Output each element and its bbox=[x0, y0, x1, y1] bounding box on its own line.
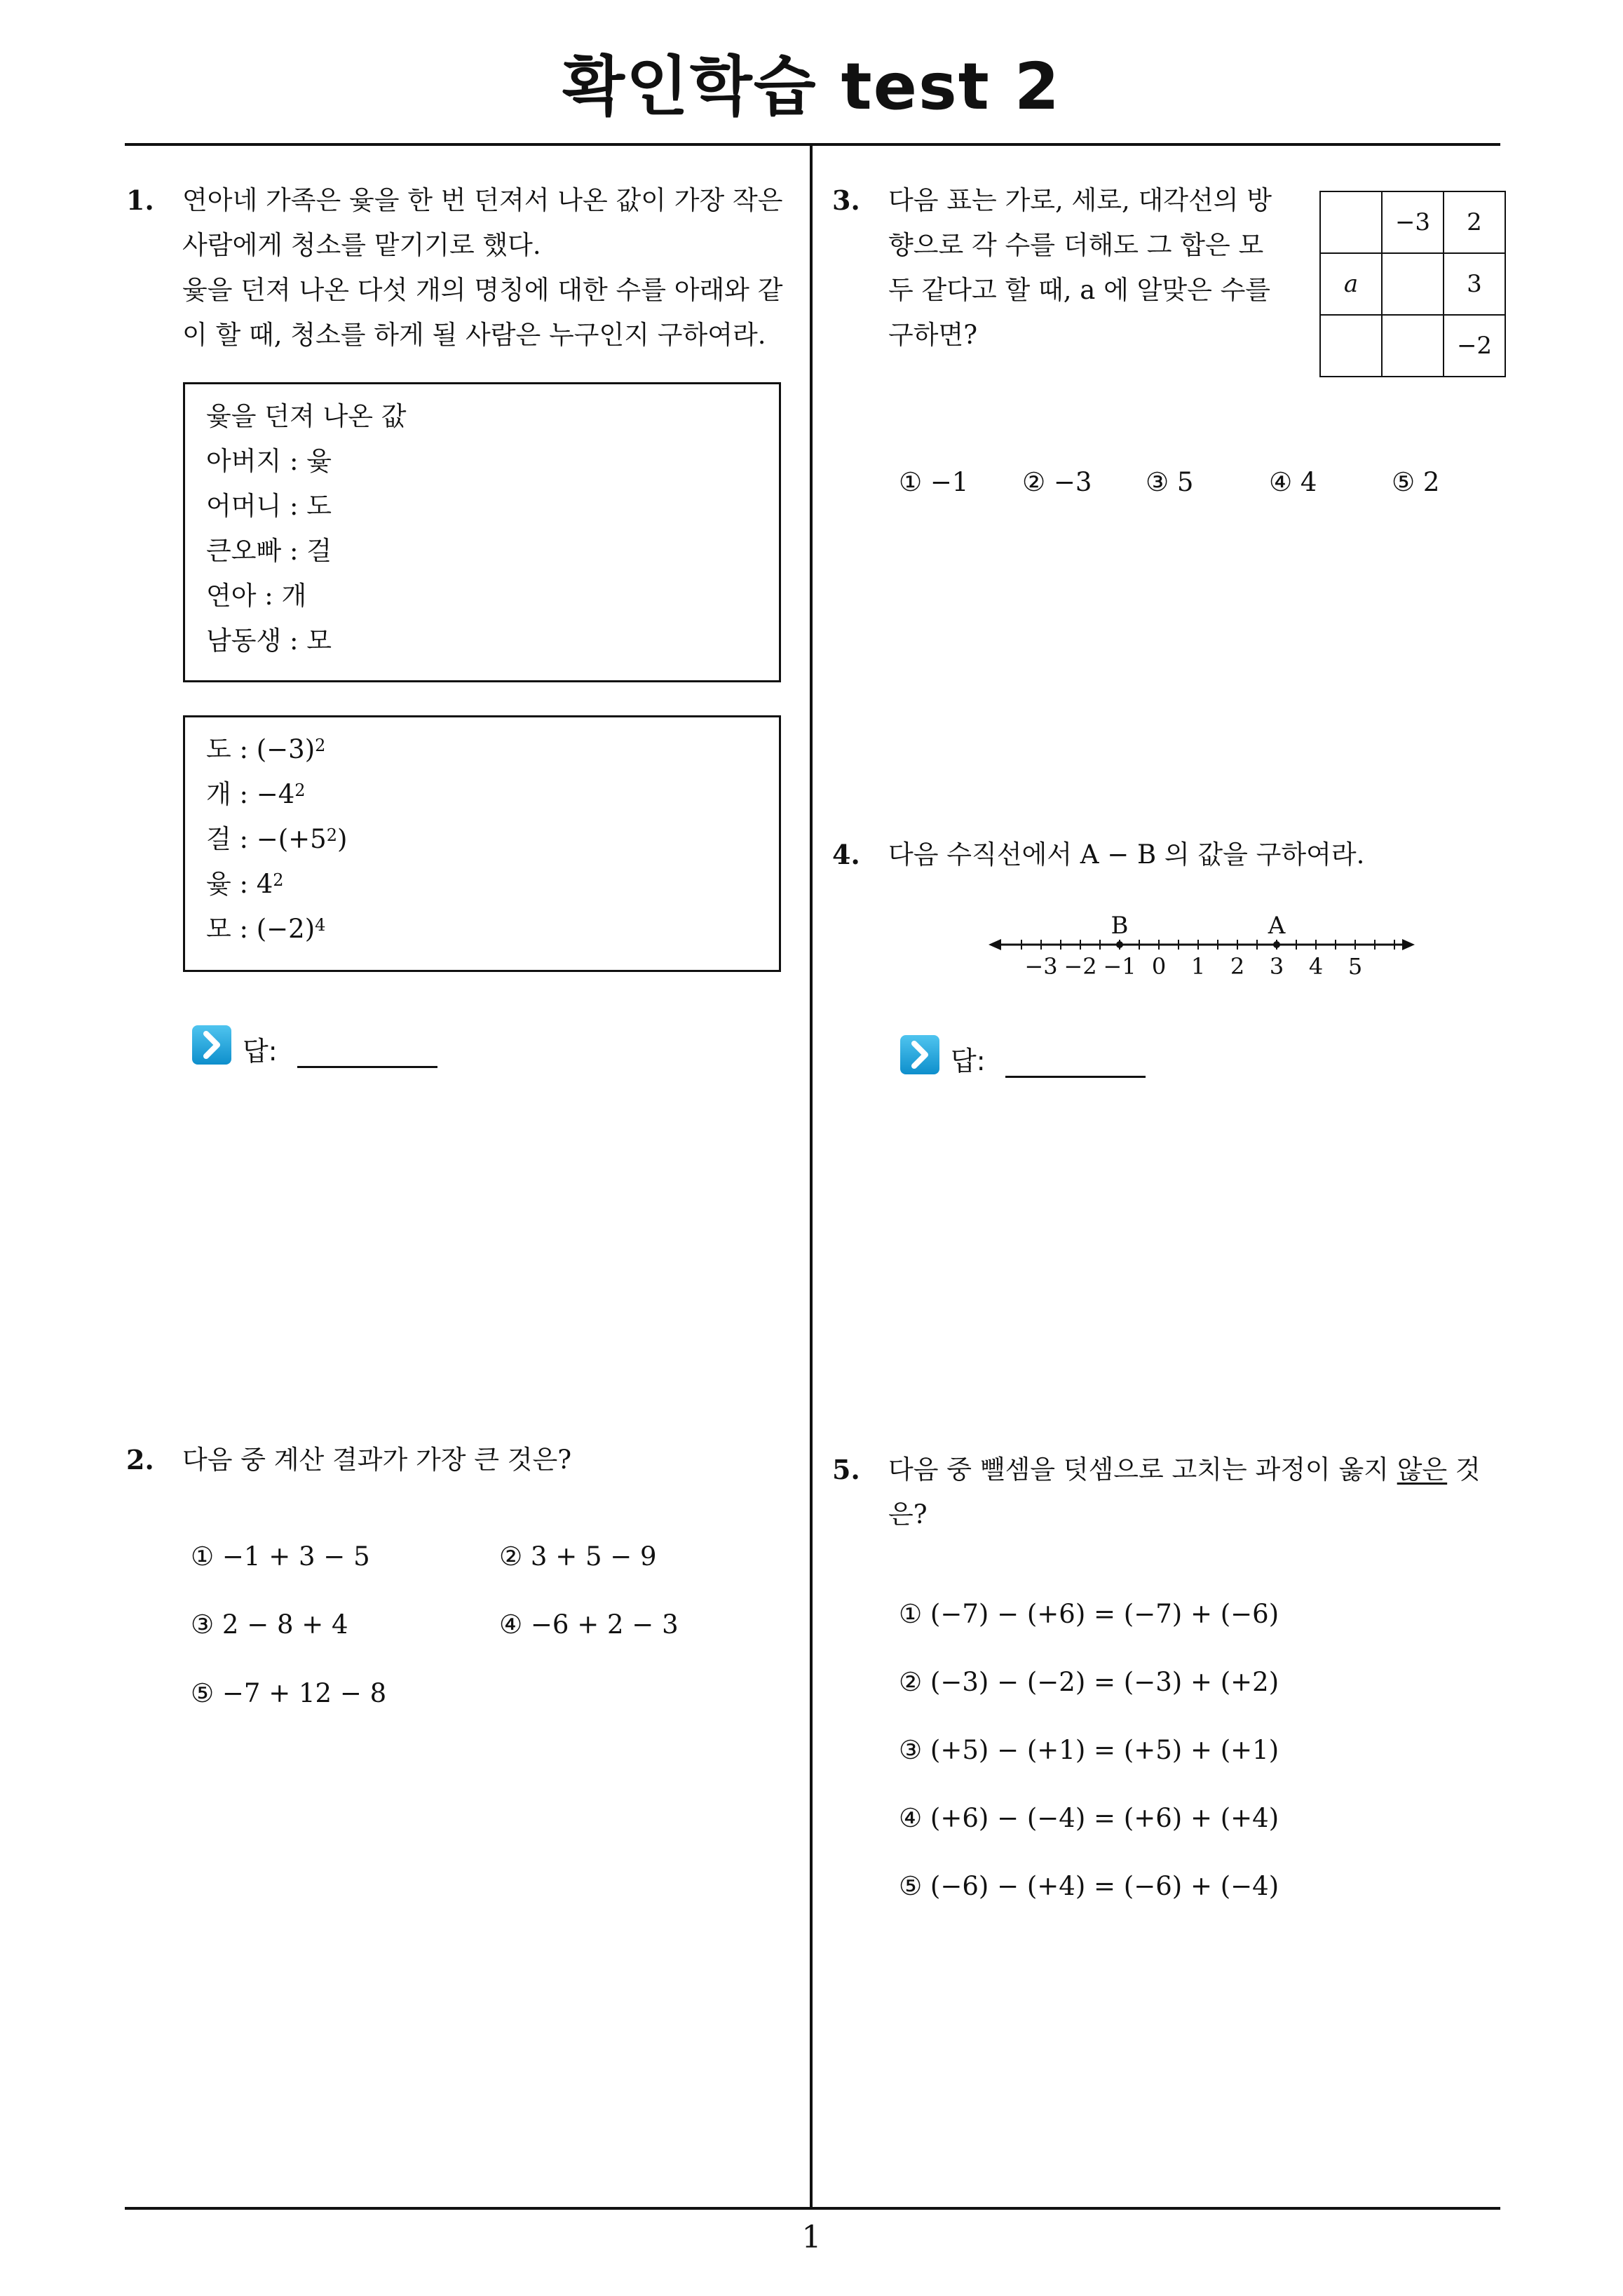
question-2 bbox=[126, 1438, 799, 1487]
choice-2[interactable]: ② 3 + 5 − 9 bbox=[499, 1541, 657, 1572]
point-marker bbox=[1273, 941, 1280, 948]
box-line: 연아 : 개 bbox=[206, 581, 307, 611]
exponent: 2 bbox=[315, 736, 326, 755]
page-title: 확인학습 test 2 bbox=[562, 49, 1061, 124]
question-text bbox=[182, 1438, 571, 1483]
question-5 bbox=[832, 1447, 1505, 1546]
question-line: 이 할 때, 청소를 하게 될 사람은 누구인지 구하여라. bbox=[182, 320, 766, 350]
choice-4[interactable]: ④ (+6) − (−4) = (+6) + (+4) bbox=[899, 1803, 1279, 1833]
magic-square-grid bbox=[1319, 191, 1506, 377]
grid-cell-variable: a bbox=[1320, 253, 1382, 315]
box-line: 남동생 : 모 bbox=[206, 626, 332, 656]
question-1 bbox=[126, 178, 799, 360]
question-line: 구하면? bbox=[888, 320, 978, 350]
exponent: 4 bbox=[315, 915, 326, 935]
box-line: 아버지 : 윷 bbox=[206, 446, 332, 476]
question-line: 다음 표는 가로, 세로, 대각선의 방 bbox=[888, 185, 1272, 215]
question-line: 연아네 가족은 윷을 한 번 던져서 나온 값이 가장 작은 bbox=[182, 185, 783, 215]
question-text-part: 다음 중 뺄셈을 덧셈으로 고치는 과정이 옳지 bbox=[888, 1454, 1397, 1485]
expr: 모 : (−2) bbox=[206, 914, 315, 944]
expr: 도 : (−3) bbox=[206, 734, 315, 764]
question-text bbox=[182, 178, 782, 358]
box-line bbox=[206, 727, 758, 772]
tick-label: −3 bbox=[1024, 953, 1058, 980]
grid-cell: −2 bbox=[1444, 315, 1505, 377]
box-line bbox=[206, 817, 758, 862]
question-text bbox=[888, 1447, 1481, 1537]
box-line bbox=[206, 772, 758, 817]
grid-cell bbox=[1320, 191, 1382, 253]
choice-5[interactable]: ⑤ −7 + 12 − 8 bbox=[191, 1678, 387, 1708]
question-number: 4. bbox=[832, 839, 860, 870]
top-divider bbox=[125, 143, 1500, 146]
grid-cell: 2 bbox=[1444, 191, 1505, 253]
exponent: 2 bbox=[326, 825, 337, 845]
question-number: 2. bbox=[126, 1444, 154, 1475]
answer-blank[interactable] bbox=[297, 1066, 437, 1068]
choice-2[interactable]: ② −3 bbox=[1022, 467, 1092, 497]
choice-3[interactable]: ③ 5 bbox=[1146, 467, 1194, 497]
answer-label: 답: bbox=[243, 1036, 278, 1067]
expr: 윷 : 4 bbox=[206, 869, 273, 899]
expr: 개 : −4 bbox=[206, 779, 295, 809]
expr-tail: ) bbox=[337, 824, 348, 854]
question-number: 3. bbox=[832, 184, 860, 216]
point-label: A bbox=[1268, 912, 1286, 940]
tick-label: 2 bbox=[1230, 953, 1245, 980]
answer-label: 답: bbox=[951, 1046, 986, 1076]
question-text bbox=[888, 832, 1364, 877]
box-line: 큰오빠 : 걸 bbox=[206, 536, 332, 566]
chevron-right-icon bbox=[900, 1035, 939, 1074]
question-line: 사람에게 청소를 맡기기로 했다. bbox=[182, 230, 541, 260]
choice-1[interactable]: ① (−7) − (+6) = (−7) + (−6) bbox=[899, 1599, 1279, 1629]
choice-5[interactable]: ⑤ (−6) − (+4) = (−6) + (−4) bbox=[899, 1871, 1279, 1901]
point-marker bbox=[1116, 941, 1123, 948]
chevron-right-icon bbox=[192, 1025, 231, 1065]
choice-3[interactable]: ③ 2 − 8 + 4 bbox=[191, 1609, 348, 1640]
question-4 bbox=[832, 832, 1491, 882]
box-line bbox=[206, 907, 758, 952]
grid-cell bbox=[1382, 253, 1444, 315]
question-line: 다음 중 계산 결과가 가장 큰 것은? bbox=[182, 1445, 572, 1475]
tick-label: 3 bbox=[1269, 953, 1284, 980]
question-line: 두 같다고 할 때, a 에 알맞은 수를 bbox=[888, 275, 1271, 305]
exponent: 2 bbox=[294, 781, 306, 800]
tick-label: −1 bbox=[1103, 953, 1136, 980]
question-line: 다음 수직선에서 A − B 의 값을 구하여라. bbox=[888, 839, 1365, 870]
answer-field-q4[interactable] bbox=[900, 1035, 1181, 1084]
answer-blank[interactable] bbox=[1005, 1076, 1146, 1078]
column-divider bbox=[810, 143, 813, 2210]
choice-1[interactable]: ① −1 bbox=[899, 467, 969, 497]
question-text-part: 것 bbox=[1447, 1454, 1481, 1485]
box-heading: 윷을 던져 나온 값 bbox=[206, 401, 407, 431]
tick-label: 5 bbox=[1347, 953, 1363, 980]
choice-5[interactable]: ⑤ 2 bbox=[1392, 467, 1440, 497]
choice-2[interactable]: ② (−3) − (−2) = (−3) + (+2) bbox=[899, 1667, 1279, 1697]
number-line bbox=[989, 908, 1416, 985]
box-line bbox=[206, 862, 758, 907]
question-line: 은? bbox=[888, 1499, 928, 1529]
grid-cell bbox=[1382, 315, 1444, 377]
question-line: 윷을 던져 나온 다섯 개의 명칭에 대한 수를 아래와 같 bbox=[182, 275, 783, 305]
grid-cell bbox=[1320, 315, 1382, 377]
yut-values-box bbox=[183, 715, 781, 972]
question-line: 향으로 각 수를 더해도 그 합은 모 bbox=[888, 230, 1264, 260]
yut-players-box bbox=[183, 382, 781, 682]
arrow-left-icon bbox=[989, 939, 1001, 950]
tick-label: 1 bbox=[1190, 953, 1206, 980]
choice-4[interactable]: ④ −6 + 2 − 3 bbox=[499, 1609, 679, 1640]
question-text bbox=[888, 178, 1272, 358]
arrow-right-icon bbox=[1402, 939, 1415, 950]
question-number: 1. bbox=[126, 184, 154, 216]
emphasis-underline: 않은 bbox=[1397, 1454, 1448, 1485]
choice-3[interactable]: ③ (+5) − (+1) = (+5) + (+1) bbox=[899, 1735, 1279, 1765]
box-line: 어머니 : 도 bbox=[206, 491, 332, 521]
grid-cell: 3 bbox=[1444, 253, 1505, 315]
bottom-divider bbox=[125, 2207, 1500, 2210]
page-number: 1 bbox=[801, 2220, 822, 2255]
tick-label: 4 bbox=[1308, 953, 1324, 980]
expr: 걸 : −(+5 bbox=[206, 824, 327, 854]
choice-1[interactable]: ① −1 + 3 − 5 bbox=[191, 1541, 370, 1572]
tick-label: −2 bbox=[1064, 953, 1097, 980]
point-label: B bbox=[1111, 912, 1129, 940]
grid-cell: −3 bbox=[1382, 191, 1444, 253]
question-3 bbox=[832, 178, 1323, 360]
answer-field-q1[interactable] bbox=[192, 1025, 473, 1074]
exponent: 2 bbox=[273, 870, 284, 890]
question-line bbox=[888, 1447, 1481, 1492]
choice-4[interactable]: ④ 4 bbox=[1269, 467, 1317, 497]
tick-label: 0 bbox=[1151, 953, 1167, 980]
question-number: 5. bbox=[832, 1454, 860, 1485]
